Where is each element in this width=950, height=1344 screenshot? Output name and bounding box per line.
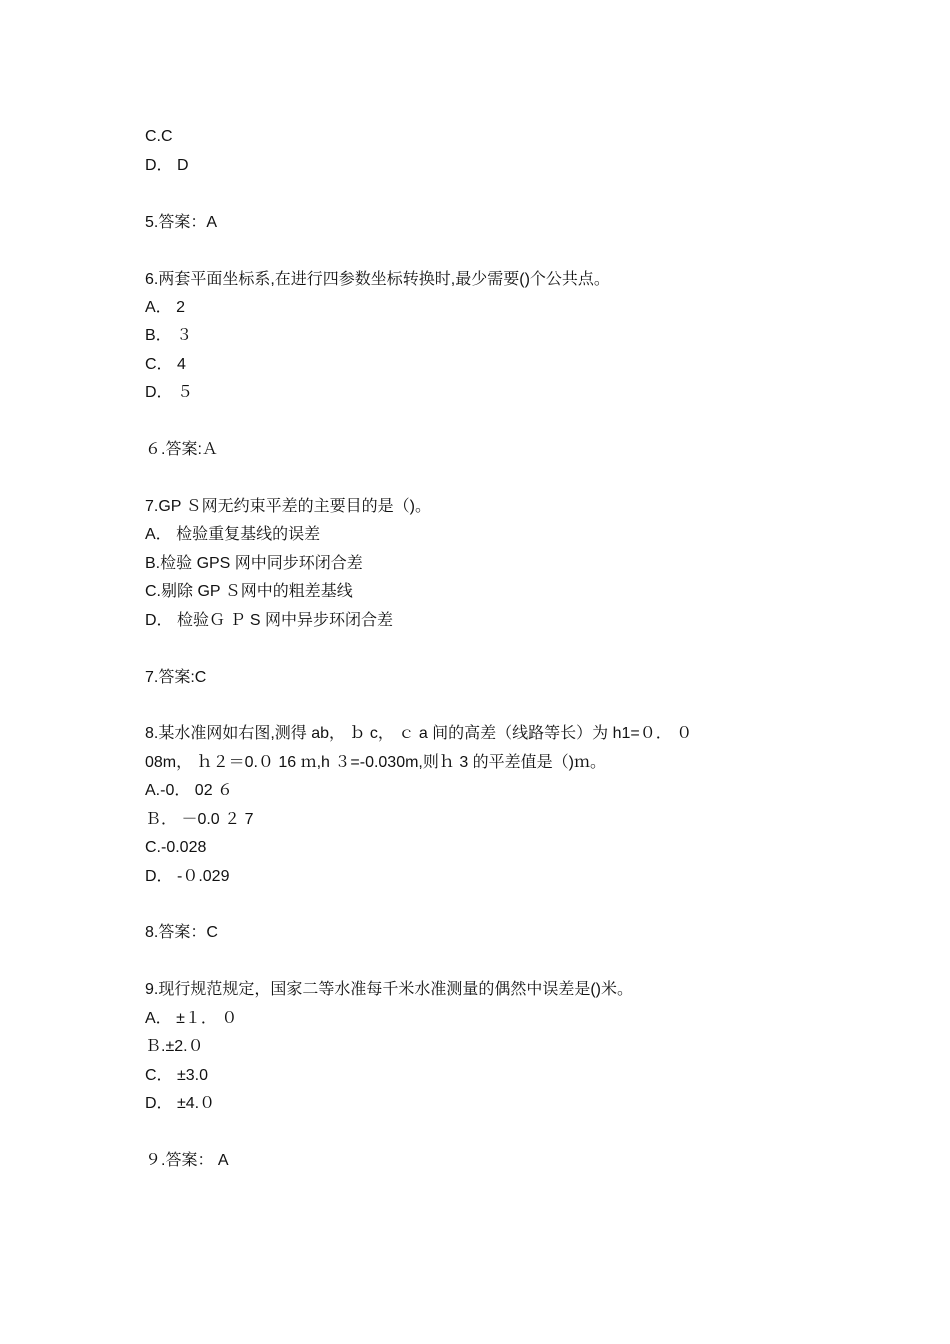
q8-option-c: C.-0.028	[145, 839, 207, 856]
q5-answer: 5.答案：A	[145, 214, 218, 231]
q8-option-b: Ｂ． －0.0 ２ 7	[145, 811, 254, 828]
q6-option-a: A． 2	[145, 299, 186, 316]
q7-option-b: B.检验 GPS 网中同步环闭合差	[145, 555, 363, 572]
q9-option-d: D． ±4.０	[145, 1095, 216, 1112]
q7-option-c: C.剔除 GP Ｓ网中的粗差基线	[145, 583, 353, 600]
q8-answer: 8.答案：C	[145, 924, 218, 941]
q8-option-a: A.-0． 02 ６	[145, 782, 234, 799]
q4-option-c: C.C	[145, 128, 173, 145]
q8-question-line2: 08m， ｈ２＝0.０ 16 ｍ,h ３=-0.030m,则ｈ 3 的平差值是（)ｍ。	[145, 754, 606, 771]
q9-option-b: Ｂ.±2.０	[145, 1038, 204, 1055]
q9-answer: ９.答案： A	[145, 1152, 229, 1169]
q6-question: 6.两套平面坐标系,在进行四参数坐标转换时,最少需要()个公共点。	[145, 271, 610, 288]
q7-option-a: A． 检验重复基线的误差	[145, 526, 321, 543]
q6-option-d: D． ５	[145, 384, 194, 401]
q8-question-line1: 8.某水准网如右图,测得 ab， ｂ c， ｃ a 间的高差（线路等长）为 h1=０． ０	[145, 725, 693, 742]
q6-option-b: B． ３	[145, 327, 193, 344]
q4-option-d: D． D	[145, 157, 189, 174]
q9-option-a: A． ±１． ０	[145, 1010, 238, 1027]
q7-option-d: D． 检验Ｇ Ｐ S 网中异步环闭合差	[145, 612, 394, 629]
q7-answer: 7.答案:C	[145, 669, 207, 686]
q8-option-d: D． -０.029	[145, 868, 230, 885]
q6-option-c: C． 4	[145, 356, 186, 373]
q7-question: 7.GP Ｓ网无约束平差的主要目的是（)。	[145, 498, 431, 515]
q9-question: 9.现行规范规定，国家二等水准每千米水准测量的偶然中误差是()米。	[145, 981, 634, 998]
q6-answer: ６.答案:Ａ	[145, 441, 218, 458]
q9-option-c: C． ±3.0	[145, 1067, 209, 1084]
